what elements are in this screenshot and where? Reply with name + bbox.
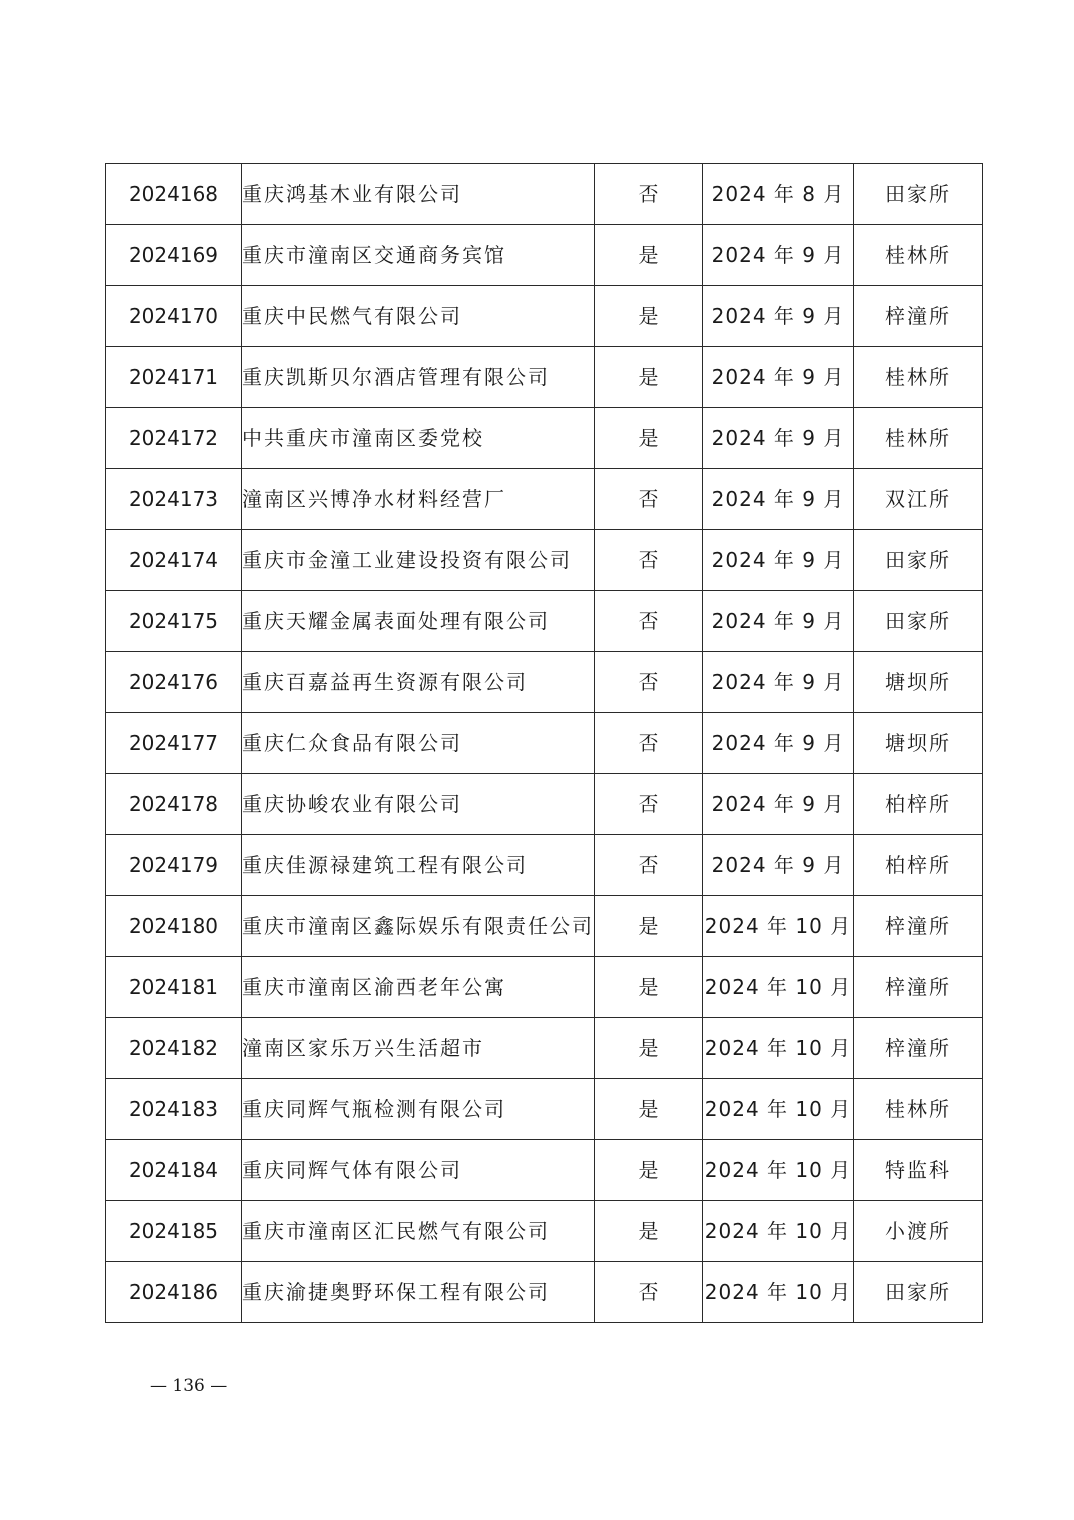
- flag-cell: 否: [595, 713, 703, 774]
- record-id-cell: 2024184: [106, 1140, 242, 1201]
- date-cell: 2024 年 10 月: [703, 896, 854, 957]
- company-name-cell: 重庆市潼南区汇民燃气有限公司: [242, 1201, 595, 1262]
- record-id-cell: 2024186: [106, 1262, 242, 1323]
- table-row: [106, 164, 983, 225]
- date-cell: 2024 年 9 月: [703, 347, 854, 408]
- date-cell: 2024 年 10 月: [703, 1140, 854, 1201]
- company-name-cell: 重庆渝捷奥野环保工程有限公司: [242, 1262, 595, 1323]
- date-cell: 2024 年 9 月: [703, 774, 854, 835]
- company-name-cell: 重庆同辉气体有限公司: [242, 1140, 595, 1201]
- date-cell: 2024 年 9 月: [703, 591, 854, 652]
- company-name-cell: 中共重庆市潼南区委党校: [242, 408, 595, 469]
- company-name-cell: 重庆中民燃气有限公司: [242, 286, 595, 347]
- flag-cell: 是: [595, 957, 703, 1018]
- office-cell: 梓潼所: [854, 957, 983, 1018]
- flag-cell: 否: [595, 469, 703, 530]
- office-cell: 桂林所: [854, 408, 983, 469]
- office-cell: 柏梓所: [854, 835, 983, 896]
- company-name-cell: 潼南区家乐万兴生活超市: [242, 1018, 595, 1079]
- company-name-cell: 重庆天耀金属表面处理有限公司: [242, 591, 595, 652]
- table-row: [106, 225, 983, 286]
- table-row: [106, 774, 983, 835]
- date-cell: 2024 年 10 月: [703, 1262, 854, 1323]
- company-name-cell: 重庆鸿基木业有限公司: [242, 164, 595, 225]
- record-id-cell: 2024172: [106, 408, 242, 469]
- office-cell: 田家所: [854, 530, 983, 591]
- table-row: [106, 1201, 983, 1262]
- office-cell: 柏梓所: [854, 774, 983, 835]
- date-cell: 2024 年 10 月: [703, 1018, 854, 1079]
- date-cell: 2024 年 9 月: [703, 286, 854, 347]
- flag-cell: 是: [595, 1140, 703, 1201]
- office-cell: 桂林所: [854, 225, 983, 286]
- office-cell: 田家所: [854, 1262, 983, 1323]
- office-cell: 塘坝所: [854, 652, 983, 713]
- record-id-cell: 2024176: [106, 652, 242, 713]
- table-row: [106, 896, 983, 957]
- flag-cell: 是: [595, 408, 703, 469]
- record-id-cell: 2024177: [106, 713, 242, 774]
- company-name-cell: 重庆市潼南区交通商务宾馆: [242, 225, 595, 286]
- table-row: [106, 286, 983, 347]
- office-cell: 田家所: [854, 591, 983, 652]
- flag-cell: 是: [595, 896, 703, 957]
- office-cell: 梓潼所: [854, 1018, 983, 1079]
- flag-cell: 否: [595, 835, 703, 896]
- record-id-cell: 2024169: [106, 225, 242, 286]
- company-name-cell: 重庆协峻农业有限公司: [242, 774, 595, 835]
- record-id-cell: 2024182: [106, 1018, 242, 1079]
- table-row: [106, 408, 983, 469]
- company-name-cell: 重庆市金潼工业建设投资有限公司: [242, 530, 595, 591]
- table-row: [106, 652, 983, 713]
- company-name-cell: 重庆凯斯贝尔酒店管理有限公司: [242, 347, 595, 408]
- flag-cell: 否: [595, 652, 703, 713]
- flag-cell: 否: [595, 591, 703, 652]
- page-number: — 136 —: [150, 1376, 228, 1396]
- date-cell: 2024 年 9 月: [703, 652, 854, 713]
- record-id-cell: 2024173: [106, 469, 242, 530]
- flag-cell: 否: [595, 774, 703, 835]
- office-cell: 塘坝所: [854, 713, 983, 774]
- record-id-cell: 2024181: [106, 957, 242, 1018]
- table-row: [106, 1018, 983, 1079]
- table-row: [106, 957, 983, 1018]
- record-id-cell: 2024170: [106, 286, 242, 347]
- office-cell: 小渡所: [854, 1201, 983, 1262]
- flag-cell: 是: [595, 286, 703, 347]
- company-name-cell: 潼南区兴博净水材料经营厂: [242, 469, 595, 530]
- flag-cell: 否: [595, 1262, 703, 1323]
- record-id-cell: 2024175: [106, 591, 242, 652]
- record-id-cell: 2024171: [106, 347, 242, 408]
- date-cell: 2024 年 9 月: [703, 530, 854, 591]
- office-cell: 梓潼所: [854, 286, 983, 347]
- date-cell: 2024 年 10 月: [703, 1079, 854, 1140]
- office-cell: 桂林所: [854, 347, 983, 408]
- table-row: [106, 1140, 983, 1201]
- record-id-cell: 2024179: [106, 835, 242, 896]
- date-cell: 2024 年 10 月: [703, 1201, 854, 1262]
- office-cell: 桂林所: [854, 1079, 983, 1140]
- record-id-cell: 2024174: [106, 530, 242, 591]
- flag-cell: 是: [595, 1018, 703, 1079]
- table-row: [106, 835, 983, 896]
- date-cell: 2024 年 9 月: [703, 469, 854, 530]
- flag-cell: 是: [595, 347, 703, 408]
- table-row: [106, 1079, 983, 1140]
- record-id-cell: 2024168: [106, 164, 242, 225]
- date-cell: 2024 年 9 月: [703, 713, 854, 774]
- office-cell: 田家所: [854, 164, 983, 225]
- table-row: [106, 713, 983, 774]
- flag-cell: 是: [595, 1079, 703, 1140]
- company-name-cell: 重庆市潼南区鑫际娱乐有限责任公司: [242, 896, 595, 957]
- office-cell: 双江所: [854, 469, 983, 530]
- record-id-cell: 2024178: [106, 774, 242, 835]
- table-row: [106, 347, 983, 408]
- office-cell: 梓潼所: [854, 896, 983, 957]
- table-row: [106, 591, 983, 652]
- registry-table: [105, 163, 983, 1323]
- record-id-cell: 2024183: [106, 1079, 242, 1140]
- record-id-cell: 2024185: [106, 1201, 242, 1262]
- company-name-cell: 重庆百嘉益再生资源有限公司: [242, 652, 595, 713]
- company-name-cell: 重庆仁众食品有限公司: [242, 713, 595, 774]
- company-name-cell: 重庆同辉气瓶检测有限公司: [242, 1079, 595, 1140]
- registry-table-body: [106, 164, 983, 1323]
- date-cell: 2024 年 10 月: [703, 957, 854, 1018]
- flag-cell: 是: [595, 1201, 703, 1262]
- date-cell: 2024 年 8 月: [703, 164, 854, 225]
- flag-cell: 是: [595, 225, 703, 286]
- office-cell: 特监科: [854, 1140, 983, 1201]
- table-row: [106, 469, 983, 530]
- date-cell: 2024 年 9 月: [703, 408, 854, 469]
- record-id-cell: 2024180: [106, 896, 242, 957]
- date-cell: 2024 年 9 月: [703, 225, 854, 286]
- table-row: [106, 1262, 983, 1323]
- flag-cell: 否: [595, 164, 703, 225]
- company-name-cell: 重庆市潼南区渝西老年公寓: [242, 957, 595, 1018]
- table-row: [106, 530, 983, 591]
- flag-cell: 否: [595, 530, 703, 591]
- date-cell: 2024 年 9 月: [703, 835, 854, 896]
- company-name-cell: 重庆佳源禄建筑工程有限公司: [242, 835, 595, 896]
